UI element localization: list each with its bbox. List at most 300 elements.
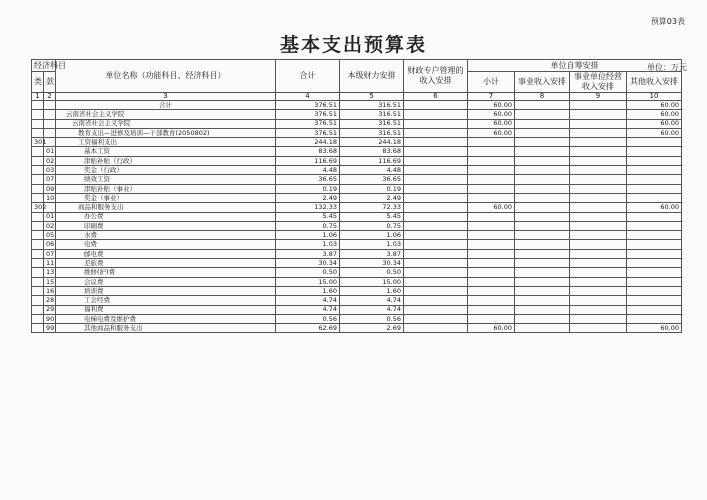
- service-income-cell: [515, 296, 570, 305]
- service-income-cell: [515, 101, 570, 110]
- subtotal-cell: [468, 259, 515, 268]
- subtotal-cell: [468, 212, 515, 221]
- basic-fiscal-cell: 316.51: [340, 110, 404, 119]
- subtotal-cell: 60.00: [468, 324, 515, 333]
- total-cell: 1.03: [276, 240, 340, 249]
- service-income-cell: [515, 249, 570, 258]
- basic-fiscal-cell: 4.48: [340, 166, 404, 175]
- other-income-cell: [627, 138, 682, 147]
- item-name-cell: 津贴补贴（事业）: [56, 184, 276, 193]
- table-row: [32, 268, 682, 277]
- kuan-cell: 07: [44, 249, 56, 258]
- special-account-cell: [404, 128, 468, 137]
- kuan-cell: 01: [44, 212, 56, 221]
- lei-cell: [32, 147, 44, 156]
- table-row: [32, 305, 682, 314]
- operating-income-cell: [570, 156, 627, 165]
- budget-rows: [32, 101, 682, 333]
- kuan-cell: 06: [44, 240, 56, 249]
- table-row: [32, 324, 682, 333]
- total-cell: 4.74: [276, 305, 340, 314]
- lei-cell: [32, 128, 44, 137]
- basic-fiscal-cell: 1.03: [340, 240, 404, 249]
- total-cell: 1.06: [276, 231, 340, 240]
- total-cell: 0.56: [276, 314, 340, 323]
- special-account-cell: [404, 203, 468, 212]
- special-account-cell: [404, 101, 468, 110]
- service-income-cell: [515, 268, 570, 277]
- total-cell: 62.69: [276, 324, 340, 333]
- header-other-income: 其他收入安排: [627, 72, 682, 93]
- item-name-cell: 电梯电费及维护费: [56, 314, 276, 323]
- operating-income-cell: [570, 277, 627, 286]
- total-cell: 116.69: [276, 156, 340, 165]
- column-number-row: [32, 93, 682, 101]
- table-row: [32, 138, 682, 147]
- kuan-cell: 15: [44, 277, 56, 286]
- lei-cell: [32, 240, 44, 249]
- basic-fiscal-cell: 2.49: [340, 193, 404, 202]
- header-self-raised: 单位自筹安排: [468, 60, 682, 72]
- header-kuan: 款: [44, 72, 56, 93]
- lei-cell: [32, 221, 44, 230]
- other-income-cell: 60.00: [627, 101, 682, 110]
- subtotal-cell: 60.00: [468, 203, 515, 212]
- item-name-cell: 维修(护)费: [56, 268, 276, 277]
- total-cell: 376.51: [276, 128, 340, 137]
- total-cell: 0.19: [276, 184, 340, 193]
- service-income-cell: [515, 110, 570, 119]
- other-income-cell: [627, 259, 682, 268]
- table-row: [32, 249, 682, 258]
- special-account-cell: [404, 175, 468, 184]
- basic-fiscal-cell: 116.69: [340, 156, 404, 165]
- operating-income-cell: [570, 166, 627, 175]
- service-income-cell: [515, 286, 570, 295]
- basic-fiscal-cell: 0.56: [340, 314, 404, 323]
- basic-fiscal-cell: 4.74: [340, 296, 404, 305]
- subtotal-cell: [468, 166, 515, 175]
- other-income-cell: [627, 156, 682, 165]
- item-name-cell: 办公费: [56, 212, 276, 221]
- lei-cell: [32, 314, 44, 323]
- total-cell: 376.51: [276, 110, 340, 119]
- item-name-cell: 工资福利支出: [56, 138, 276, 147]
- kuan-cell: 13: [44, 268, 56, 277]
- lei-cell: [32, 184, 44, 193]
- lei-cell: [32, 101, 44, 110]
- header-operating-income: 事业单位经营收入安排: [570, 72, 627, 93]
- kuan-cell: [44, 119, 56, 128]
- kuan-cell: 28: [44, 296, 56, 305]
- total-cell: 376.51: [276, 101, 340, 110]
- special-account-cell: [404, 305, 468, 314]
- item-name-cell: 云南省社会主义学院: [56, 119, 276, 128]
- special-account-cell: [404, 221, 468, 230]
- kuan-cell: 16: [44, 286, 56, 295]
- service-income-cell: [515, 119, 570, 128]
- operating-income-cell: [570, 259, 627, 268]
- special-account-cell: [404, 156, 468, 165]
- item-name-cell: 奖金（事业）: [56, 193, 276, 202]
- column-number: 10: [627, 93, 682, 101]
- basic-fiscal-cell: 316.51: [340, 128, 404, 137]
- service-income-cell: [515, 203, 570, 212]
- basic-fiscal-cell: 2.69: [340, 324, 404, 333]
- service-income-cell: [515, 305, 570, 314]
- lei-cell: [32, 277, 44, 286]
- other-income-cell: 60.00: [627, 110, 682, 119]
- table-row: [32, 212, 682, 221]
- kuan-cell: [44, 101, 56, 110]
- subtotal-cell: [468, 147, 515, 156]
- item-name-cell: 商品和服务支出: [56, 203, 276, 212]
- item-name-cell: 会议费: [56, 277, 276, 286]
- special-account-cell: [404, 249, 468, 258]
- service-income-cell: [515, 128, 570, 137]
- basic-fiscal-cell: 3.87: [340, 249, 404, 258]
- operating-income-cell: [570, 119, 627, 128]
- column-number: 4: [276, 93, 340, 101]
- subtotal-cell: [468, 314, 515, 323]
- subtotal-cell: [468, 268, 515, 277]
- special-account-cell: [404, 296, 468, 305]
- lei-cell: [32, 305, 44, 314]
- other-income-cell: [627, 184, 682, 193]
- lei-cell: [32, 296, 44, 305]
- service-income-cell: [515, 314, 570, 323]
- unit-label: 单位：万元: [647, 63, 687, 72]
- table-row: [32, 175, 682, 184]
- subtotal-cell: 60.00: [468, 128, 515, 137]
- total-cell: 36.65: [276, 175, 340, 184]
- lei-cell: 301: [32, 138, 44, 147]
- item-name-cell: 差旅费: [56, 259, 276, 268]
- column-number: 1: [32, 93, 44, 101]
- basic-fiscal-cell: 72.33: [340, 203, 404, 212]
- operating-income-cell: [570, 286, 627, 295]
- basic-fiscal-cell: 5.45: [340, 212, 404, 221]
- operating-income-cell: [570, 203, 627, 212]
- total-cell: 4.74: [276, 296, 340, 305]
- special-account-cell: [404, 240, 468, 249]
- operating-income-cell: [570, 324, 627, 333]
- lei-cell: [32, 268, 44, 277]
- table-row: [32, 203, 682, 212]
- kuan-cell: [44, 128, 56, 137]
- other-income-cell: [627, 286, 682, 295]
- subtotal-cell: [468, 277, 515, 286]
- total-cell: 244.18: [276, 138, 340, 147]
- service-income-cell: [515, 156, 570, 165]
- other-income-cell: [627, 193, 682, 202]
- lei-cell: 302: [32, 203, 44, 212]
- table-row: [32, 240, 682, 249]
- lei-cell: [32, 212, 44, 221]
- subtotal-cell: [468, 184, 515, 193]
- table-row: [32, 101, 682, 110]
- table-row: [32, 156, 682, 165]
- kuan-cell: 01: [44, 147, 56, 156]
- special-account-cell: [404, 286, 468, 295]
- header-total: 合计: [276, 60, 340, 93]
- subtotal-cell: [468, 305, 515, 314]
- column-number: 6: [404, 93, 468, 101]
- operating-income-cell: [570, 184, 627, 193]
- other-income-cell: [627, 249, 682, 258]
- operating-income-cell: [570, 128, 627, 137]
- table-row: [32, 166, 682, 175]
- basic-fiscal-cell: 0.75: [340, 221, 404, 230]
- special-account-cell: [404, 268, 468, 277]
- operating-income-cell: [570, 101, 627, 110]
- item-name-cell: 奖金（行政）: [56, 166, 276, 175]
- service-income-cell: [515, 324, 570, 333]
- subtotal-cell: [468, 286, 515, 295]
- basic-fiscal-cell: 1.60: [340, 286, 404, 295]
- special-account-cell: [404, 314, 468, 323]
- other-income-cell: [627, 212, 682, 221]
- subtotal-cell: 60.00: [468, 101, 515, 110]
- lei-cell: [32, 286, 44, 295]
- column-number: 3: [56, 93, 276, 101]
- total-cell: 4.48: [276, 166, 340, 175]
- lei-cell: [32, 156, 44, 165]
- column-number: 7: [468, 93, 515, 101]
- subtotal-cell: [468, 138, 515, 147]
- total-cell: 132.33: [276, 203, 340, 212]
- form-code: 预算03表: [650, 17, 685, 26]
- kuan-cell: 90: [44, 314, 56, 323]
- service-income-cell: [515, 147, 570, 156]
- column-number: 5: [340, 93, 404, 101]
- total-cell: 5.45: [276, 212, 340, 221]
- total-cell: 0.75: [276, 221, 340, 230]
- other-income-cell: [627, 268, 682, 277]
- total-cell: 83.68: [276, 147, 340, 156]
- other-income-cell: [627, 277, 682, 286]
- special-account-cell: [404, 231, 468, 240]
- header-basic-fiscal: 本级财力安排: [340, 60, 404, 93]
- service-income-cell: [515, 221, 570, 230]
- other-income-cell: [627, 175, 682, 184]
- subtotal-cell: [468, 296, 515, 305]
- item-name-cell: 云南省社会主义学院: [56, 110, 276, 119]
- kuan-cell: 05: [44, 231, 56, 240]
- other-income-cell: 60.00: [627, 128, 682, 137]
- header-lei: 类: [32, 72, 44, 93]
- operating-income-cell: [570, 231, 627, 240]
- item-name-cell: 福利费: [56, 305, 276, 314]
- total-cell: 376.51: [276, 119, 340, 128]
- lei-cell: [32, 119, 44, 128]
- subtotal-cell: [468, 175, 515, 184]
- kuan-cell: 02: [44, 156, 56, 165]
- operating-income-cell: [570, 175, 627, 184]
- table-row: [32, 128, 682, 137]
- operating-income-cell: [570, 305, 627, 314]
- table-row: [32, 286, 682, 295]
- lei-cell: [32, 259, 44, 268]
- operating-income-cell: [570, 147, 627, 156]
- table-row: [32, 184, 682, 193]
- service-income-cell: [515, 259, 570, 268]
- lei-cell: [32, 193, 44, 202]
- total-cell: 3.87: [276, 249, 340, 258]
- other-income-cell: [627, 305, 682, 314]
- subtotal-cell: [468, 156, 515, 165]
- service-income-cell: [515, 212, 570, 221]
- other-income-cell: [627, 147, 682, 156]
- service-income-cell: [515, 231, 570, 240]
- item-name-cell: 工会经费: [56, 296, 276, 305]
- special-account-cell: [404, 138, 468, 147]
- subtotal-cell: 60.00: [468, 119, 515, 128]
- basic-fiscal-cell: 244.18: [340, 138, 404, 147]
- header-special-account: 财政专户管理的收入安排: [404, 60, 468, 93]
- table-row: [32, 259, 682, 268]
- table-row: [32, 119, 682, 128]
- service-income-cell: [515, 138, 570, 147]
- basic-fiscal-cell: 0.50: [340, 268, 404, 277]
- column-number: 8: [515, 93, 570, 101]
- item-name-cell: 邮电费: [56, 249, 276, 258]
- total-cell: 2.49: [276, 193, 340, 202]
- kuan-cell: 07: [44, 175, 56, 184]
- table-row: [32, 221, 682, 230]
- lei-cell: [32, 166, 44, 175]
- subtotal-cell: 60.00: [468, 110, 515, 119]
- other-income-cell: 60.00: [627, 119, 682, 128]
- special-account-cell: [404, 212, 468, 221]
- lei-cell: [32, 110, 44, 119]
- basic-fiscal-cell: 4.74: [340, 305, 404, 314]
- item-name-cell: 绩效工资: [56, 175, 276, 184]
- special-account-cell: [404, 147, 468, 156]
- other-income-cell: [627, 221, 682, 230]
- special-account-cell: [404, 184, 468, 193]
- subtotal-cell: [468, 240, 515, 249]
- table-row: [32, 147, 682, 156]
- lei-cell: [32, 324, 44, 333]
- item-name-cell: 培训费: [56, 286, 276, 295]
- item-name-cell: 电费: [56, 240, 276, 249]
- total-cell: 0.50: [276, 268, 340, 277]
- table-row: [32, 314, 682, 323]
- item-name-cell: 合计: [56, 101, 276, 110]
- total-cell: 15.00: [276, 277, 340, 286]
- kuan-cell: 99: [44, 324, 56, 333]
- basic-fiscal-cell: 36.65: [340, 175, 404, 184]
- lei-cell: [32, 231, 44, 240]
- kuan-cell: 02: [44, 221, 56, 230]
- operating-income-cell: [570, 249, 627, 258]
- other-income-cell: [627, 296, 682, 305]
- header-service-income: 事业收入安排: [515, 72, 570, 93]
- service-income-cell: [515, 240, 570, 249]
- basic-fiscal-cell: 0.19: [340, 184, 404, 193]
- special-account-cell: [404, 166, 468, 175]
- table-row: [32, 110, 682, 119]
- basic-fiscal-cell: 1.06: [340, 231, 404, 240]
- operating-income-cell: [570, 240, 627, 249]
- header-subtotal: 小计: [468, 72, 515, 93]
- special-account-cell: [404, 259, 468, 268]
- header-unit-name: 单位名称（功能科目、经济科目）: [56, 60, 276, 93]
- header-econ-subject: 经济科目: [32, 60, 56, 72]
- other-income-cell: [627, 166, 682, 175]
- lei-cell: [32, 175, 44, 184]
- special-account-cell: [404, 277, 468, 286]
- item-name-cell: 津贴补贴（行政）: [56, 156, 276, 165]
- service-income-cell: [515, 277, 570, 286]
- service-income-cell: [515, 184, 570, 193]
- special-account-cell: [404, 324, 468, 333]
- column-number: 2: [44, 93, 56, 101]
- total-cell: 30.34: [276, 259, 340, 268]
- operating-income-cell: [570, 268, 627, 277]
- other-income-cell: 60.00: [627, 203, 682, 212]
- kuan-cell: 11: [44, 259, 56, 268]
- kuan-cell: [44, 110, 56, 119]
- service-income-cell: [515, 175, 570, 184]
- operating-income-cell: [570, 221, 627, 230]
- lei-cell: [32, 249, 44, 258]
- other-income-cell: [627, 240, 682, 249]
- budget-table: [31, 59, 682, 333]
- item-name-cell: 其他商品和服务支出: [56, 324, 276, 333]
- item-name-cell: 印刷费: [56, 221, 276, 230]
- kuan-cell: 03: [44, 166, 56, 175]
- basic-fiscal-cell: 30.34: [340, 259, 404, 268]
- service-income-cell: [515, 166, 570, 175]
- operating-income-cell: [570, 110, 627, 119]
- table-row: [32, 193, 682, 202]
- table-row: [32, 296, 682, 305]
- special-account-cell: [404, 110, 468, 119]
- item-name-cell: 水费: [56, 231, 276, 240]
- kuan-cell: 09: [44, 184, 56, 193]
- column-number: 9: [570, 93, 627, 101]
- subtotal-cell: [468, 231, 515, 240]
- subtotal-cell: [468, 249, 515, 258]
- table-row: [32, 277, 682, 286]
- kuan-cell: 10: [44, 193, 56, 202]
- special-account-cell: [404, 119, 468, 128]
- total-cell: 1.60: [276, 286, 340, 295]
- operating-income-cell: [570, 193, 627, 202]
- basic-fiscal-cell: 316.51: [340, 101, 404, 110]
- basic-fiscal-cell: 15.00: [340, 277, 404, 286]
- operating-income-cell: [570, 314, 627, 323]
- page-title: 基本支出预算表: [279, 34, 427, 56]
- item-name-cell: 基本工资: [56, 147, 276, 156]
- operating-income-cell: [570, 138, 627, 147]
- special-account-cell: [404, 193, 468, 202]
- operating-income-cell: [570, 296, 627, 305]
- other-income-cell: [627, 314, 682, 323]
- basic-fiscal-cell: 316.51: [340, 119, 404, 128]
- subtotal-cell: [468, 193, 515, 202]
- other-income-cell: [627, 231, 682, 240]
- basic-fiscal-cell: 83.68: [340, 147, 404, 156]
- service-income-cell: [515, 193, 570, 202]
- operating-income-cell: [570, 212, 627, 221]
- item-name-cell: 教育支出—进修及培训—干部教育(2050802): [56, 128, 276, 137]
- other-income-cell: 60.00: [627, 324, 682, 333]
- kuan-cell: 29: [44, 305, 56, 314]
- subtotal-cell: [468, 221, 515, 230]
